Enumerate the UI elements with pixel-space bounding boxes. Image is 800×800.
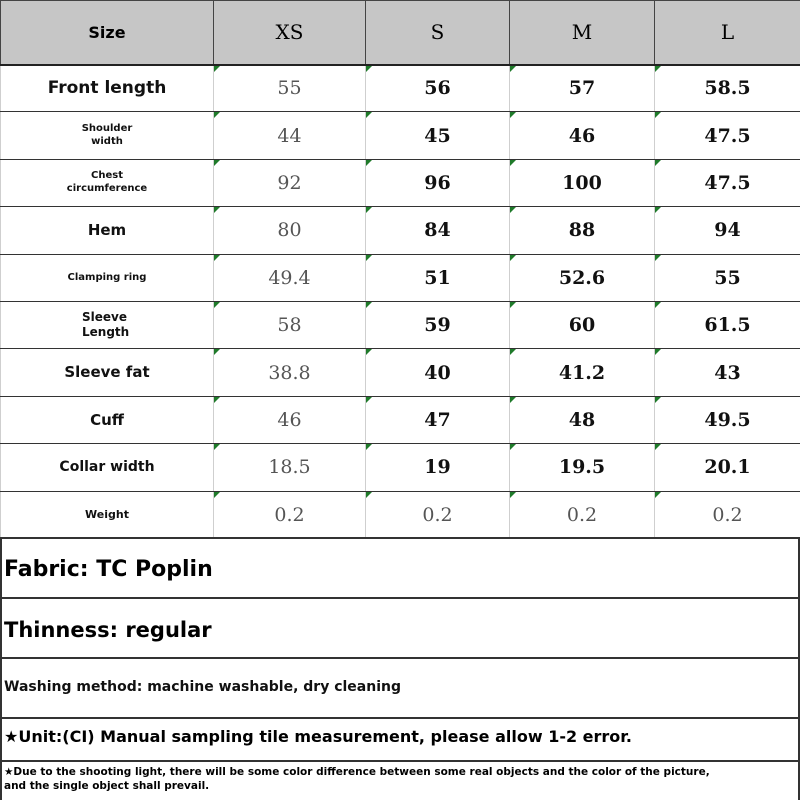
row-label: Sleeve Length xyxy=(1,301,214,348)
fabric-text: Fabric: TC Poplin xyxy=(4,557,213,582)
cell: 55 xyxy=(655,254,800,301)
cell: 20.1 xyxy=(655,444,800,491)
cell: 96 xyxy=(366,159,510,206)
cell: 40 xyxy=(366,349,510,396)
row-label: Chest circumference xyxy=(1,159,214,206)
cell: 84 xyxy=(366,207,510,254)
unit-row xyxy=(0,717,800,760)
header-xs: XS xyxy=(214,1,366,65)
fabric-row xyxy=(0,537,800,597)
cell: 19.5 xyxy=(510,444,655,491)
cell: 58.5 xyxy=(655,65,800,112)
washing-text: Washing method: machine washable, dry cleaning xyxy=(4,679,401,695)
cell: 49.4 xyxy=(214,254,366,301)
cell: 18.5 xyxy=(214,444,366,491)
cell: 51 xyxy=(366,254,510,301)
row-label: Shoulder width xyxy=(1,112,214,159)
table-row xyxy=(1,301,800,348)
cell: 88 xyxy=(510,207,655,254)
table-row xyxy=(1,491,800,538)
row-label: Clamping ring xyxy=(1,254,214,301)
note-row xyxy=(0,760,800,800)
header-m: M xyxy=(510,1,655,65)
cell: 47.5 xyxy=(655,159,800,206)
cell: 41.2 xyxy=(510,349,655,396)
row-label: Hem xyxy=(1,207,214,254)
table-row xyxy=(1,159,800,206)
cell: 60 xyxy=(510,301,655,348)
table-row xyxy=(1,207,800,254)
cell: 43 xyxy=(655,349,800,396)
cell: 0.2 xyxy=(214,491,366,538)
header-size: Size xyxy=(1,1,214,65)
cell: 46 xyxy=(510,112,655,159)
thinness-row xyxy=(0,597,800,657)
unit-text: ★Unit:(CI) Manual sampling tile measurement, please allow 1-2 error. xyxy=(4,727,632,746)
border-left xyxy=(0,537,2,800)
header-row xyxy=(1,1,800,65)
table-row xyxy=(1,254,800,301)
row-label: Cuff xyxy=(1,396,214,443)
washing-row xyxy=(0,657,800,717)
cell: 100 xyxy=(510,159,655,206)
table-row xyxy=(1,396,800,443)
table-row xyxy=(1,65,800,112)
cell: 19 xyxy=(366,444,510,491)
cell: 45 xyxy=(366,112,510,159)
cell: 56 xyxy=(366,65,510,112)
table-row xyxy=(1,444,800,491)
cell: 0.2 xyxy=(366,491,510,538)
cell: 48 xyxy=(510,396,655,443)
cell: 94 xyxy=(655,207,800,254)
header-l: L xyxy=(655,1,800,65)
cell: 57 xyxy=(510,65,655,112)
cell: 49.5 xyxy=(655,396,800,443)
row-label: Collar width xyxy=(1,444,214,491)
cell: 52.6 xyxy=(510,254,655,301)
table-row xyxy=(1,349,800,396)
cell: 92 xyxy=(214,159,366,206)
row-label: Sleeve fat xyxy=(1,349,214,396)
cell: 58 xyxy=(214,301,366,348)
cell: 47 xyxy=(366,396,510,443)
cell: 61.5 xyxy=(655,301,800,348)
cell: 80 xyxy=(214,207,366,254)
row-label: Front length xyxy=(1,65,214,112)
table-row xyxy=(1,112,800,159)
thinness-text: Thinness: regular xyxy=(4,618,212,642)
header-s: S xyxy=(366,1,510,65)
cell: 44 xyxy=(214,112,366,159)
cell: 46 xyxy=(214,396,366,443)
cell: 59 xyxy=(366,301,510,348)
cell: 0.2 xyxy=(655,491,800,538)
row-label: Weight xyxy=(1,491,214,538)
cell: 38.8 xyxy=(214,349,366,396)
note-text: ★Due to the shooting light, there will be some color difference between some real objects and the color of the picture, and the single object shall prevail. xyxy=(4,766,710,792)
cell: 55 xyxy=(214,65,366,112)
cell: 47.5 xyxy=(655,112,800,159)
cell: 0.2 xyxy=(510,491,655,538)
